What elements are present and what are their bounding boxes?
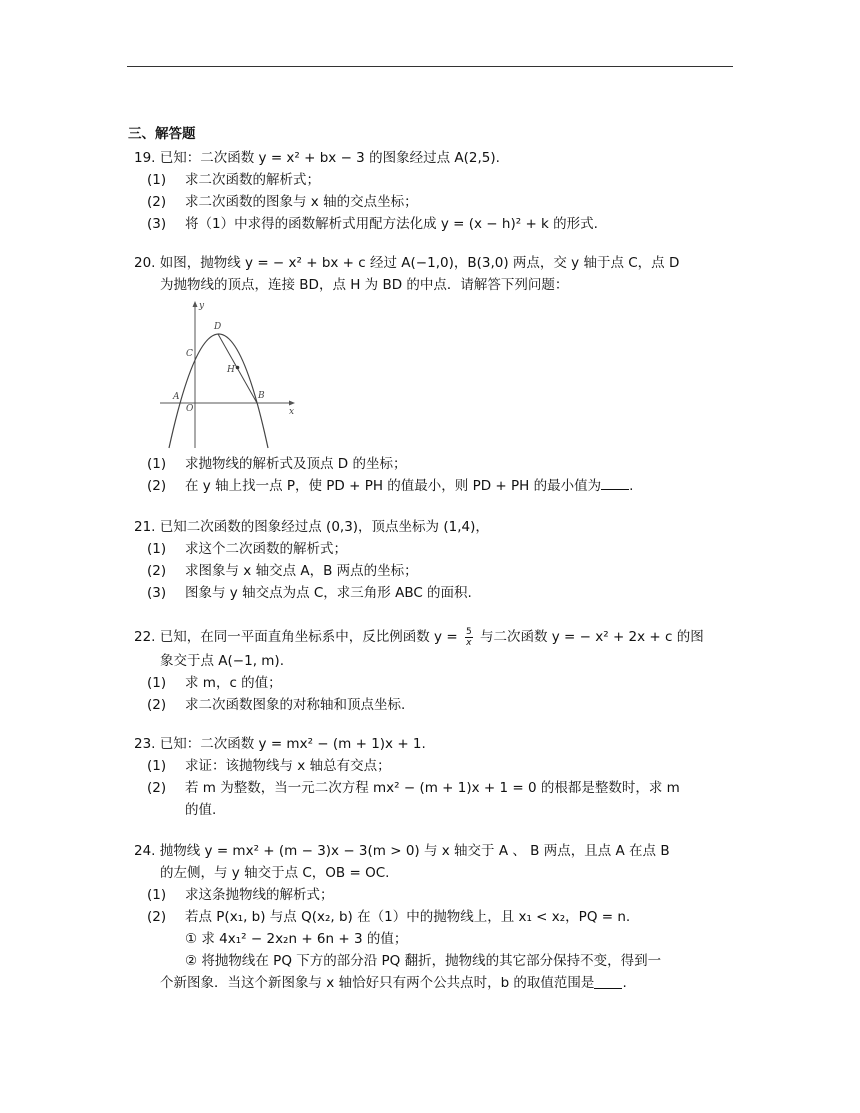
q24-item-1: ① 求 4x₁² − 2x₂n + 6n + 3 的值；	[185, 931, 408, 947]
fraction-5-over-x: $\frac{5}{x}$	[465, 626, 472, 648]
question-19	[128, 147, 734, 235]
y-axis-arrow	[193, 301, 198, 307]
section-title: 三、解答题	[128, 126, 196, 142]
point-h	[236, 366, 240, 370]
x-axis-arrow	[289, 401, 295, 406]
q19-part-1: (1) 求二次函数的解析式；	[147, 172, 320, 188]
q22-stem-2: 象交于点 A(−1, m).	[160, 653, 284, 669]
question-20-parts	[128, 453, 734, 497]
parabola-diagram	[155, 298, 300, 450]
question-22	[128, 624, 734, 716]
q22-part-2: (2) 求二次函数图象的对称轴和顶点坐标.	[147, 697, 406, 713]
q21-part-2: (2) 求图象与 x 轴交点 A，B 两点的坐标；	[147, 563, 418, 579]
label-c: C	[186, 349, 193, 359]
parabola-curve	[169, 334, 268, 448]
question-21	[128, 516, 734, 604]
q19-part-2: (2) 求二次函数的图象与 x 轴的交点坐标；	[147, 194, 418, 210]
answer-blank	[601, 475, 629, 490]
q21-part-1: (1) 求这个二次函数的解析式；	[147, 541, 347, 557]
label-b: B	[258, 391, 265, 401]
label-x: x	[289, 407, 295, 417]
q24-stem-2: 的左侧，与 y 轴交于点 C，OB = OC.	[160, 865, 390, 881]
q20-part-2: (2) 在 y 轴上找一点 P，使 PD + PH 的值最小，则 PD + PH 的最小值为 .	[128, 475, 734, 497]
q24-item-2: ② 将抛物线在 PQ 下方的部分沿 PQ 翻折，抛物线的其它部分保持不变，得到一	[185, 953, 662, 969]
q20-part-1: (1) 求抛物线的解析式及顶点 D 的坐标；	[147, 456, 407, 472]
q19-stem: 19. 已知：二次函数 y = x² + bx − 3 的图象经过点 A(2,5).	[134, 150, 500, 166]
q21-stem: 21. 已知二次函数的图象经过点 (0,3)，顶点坐标为 (1,4)，	[134, 519, 489, 535]
q24-part-1: (1) 求这条抛物线的解析式；	[147, 887, 334, 903]
q24-stem-1: 24. 抛物线 y = mx² + (m − 3)x − 3(m > 0) 与 x 轴交于 A 、 B 两点，且点 A 在点 B	[134, 843, 670, 859]
q23-part-1: (1) 求证：该抛物线与 x 轴总有交点；	[147, 758, 391, 774]
q19-part-3: (3) 将（1）中求得的函数解析式用配方法化成 y = (x − h)² + k 的形式.	[147, 216, 598, 232]
q20-stem-1: 20. 如图，抛物线 y = − x² + bx + c 经过 A(−1,0)，B(3,0) 两点，交 y 轴于点 C，点 D	[134, 255, 680, 271]
label-y: y	[199, 301, 205, 311]
question-23	[128, 733, 734, 821]
q24-item-2-cont: 个新图象．当这个新图象与 x 轴恰好只有两个公共点时，b 的取值范围是 .	[160, 975, 627, 991]
parabola-figure	[155, 298, 300, 450]
label-a: A	[173, 392, 180, 402]
answer-blank	[594, 974, 622, 989]
label-d: D	[214, 322, 222, 332]
question-20	[128, 252, 734, 296]
question-24	[128, 840, 734, 994]
q22-part-1: (1) 求 m，c 的值；	[147, 675, 282, 691]
label-h: H	[227, 365, 235, 375]
q20-stem-2: 为抛物线的顶点，连接 BD，点 H 为 BD 的中点．请解答下列问题：	[160, 277, 569, 293]
q21-part-3: (3) 图象与 y 轴交点为点 C，求三角形 ABC 的面积.	[147, 585, 472, 601]
header-rule	[127, 66, 733, 67]
label-o: O	[186, 404, 194, 414]
q23-part-2-cont: 的值.	[185, 802, 217, 818]
q22-stem-1: 22. 已知，在同一平面直角坐标系中，反比例函数 y = $\frac{5}{x}$ 与二次函数 y = − x² + 2x + c 的图	[134, 626, 704, 648]
q23-stem: 23. 已知：二次函数 y = mx² − (m + 1)x + 1.	[134, 736, 426, 752]
q23-part-2: (2) 若 m 为整数，当一元二次方程 mx² − (m + 1)x + 1 = 0 的根都是整数时，求 m	[147, 780, 680, 796]
q24-part-2: (2) 若点 P(x₁, b) 与点 Q(x₂, b) 在（1）中的抛物线上，且 x₁ < x₂，PQ = n.	[147, 909, 631, 925]
